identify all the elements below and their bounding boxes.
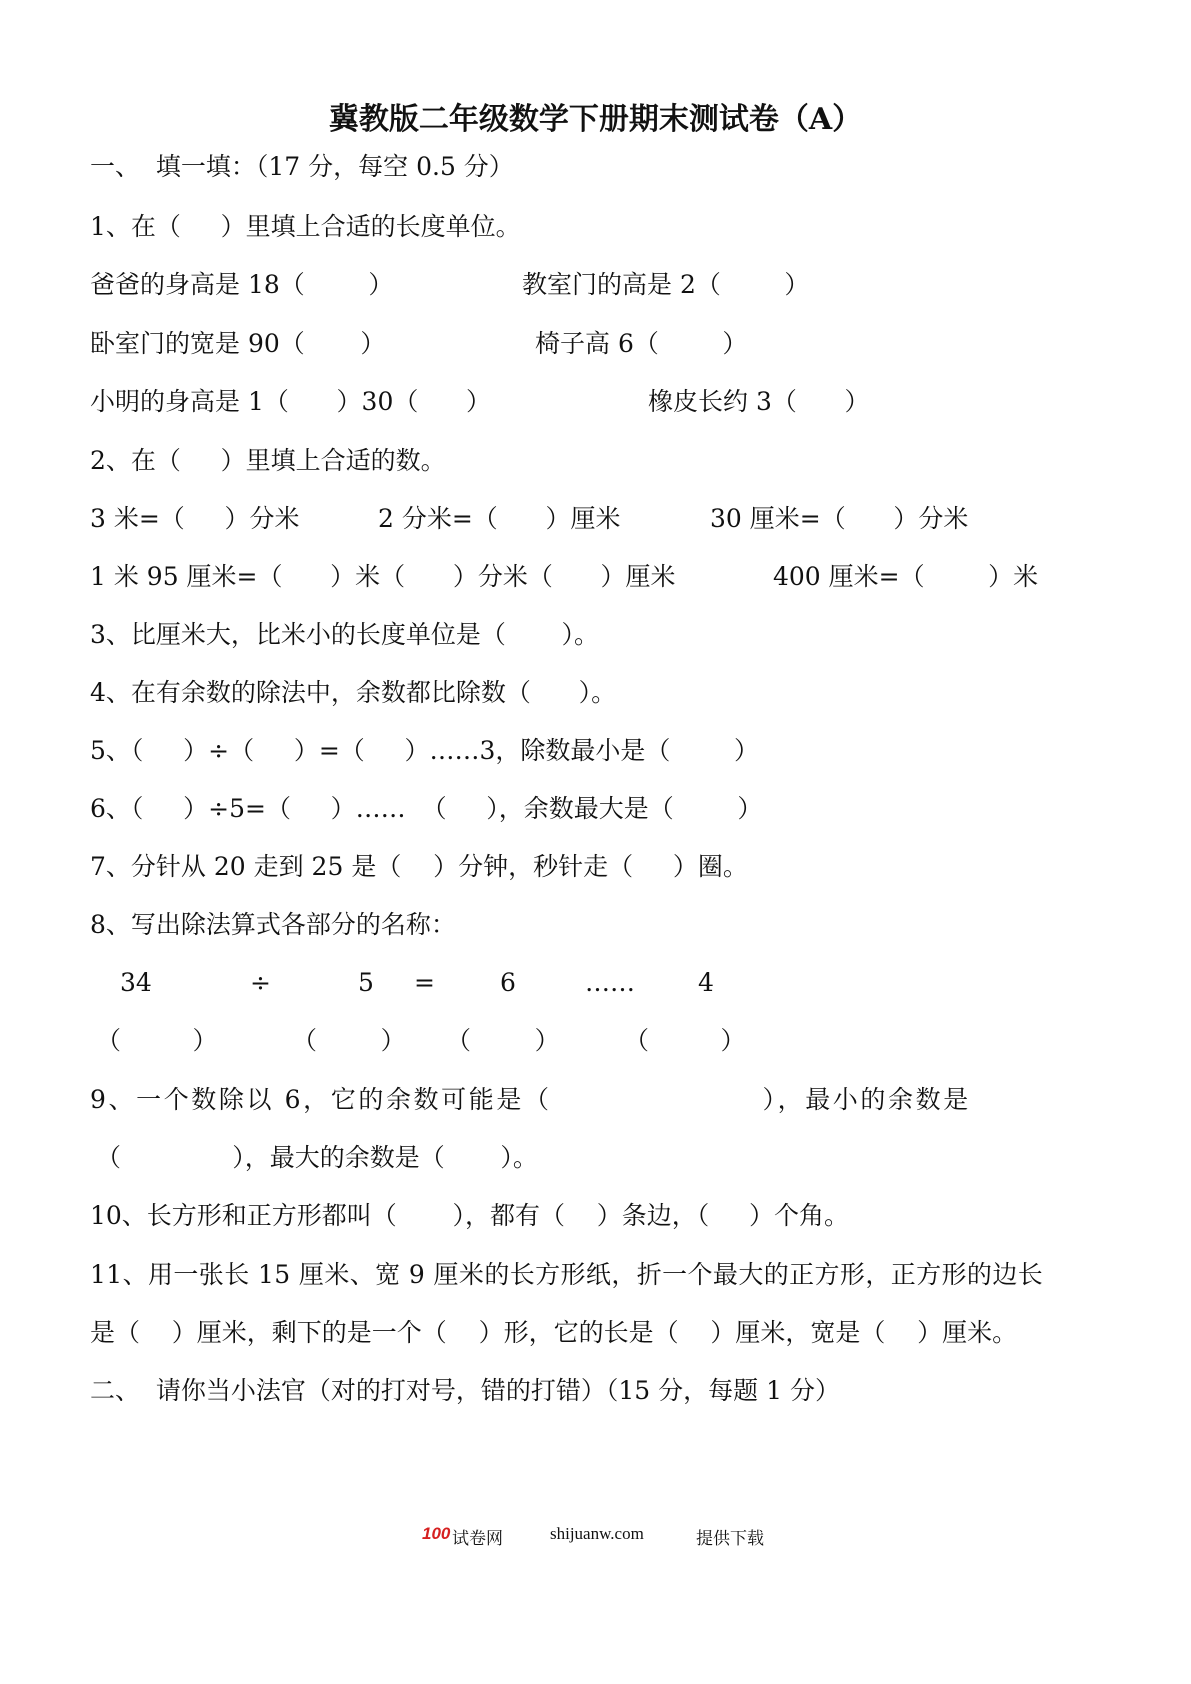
question-2: 2、在（ ）里填上合适的数。: [90, 446, 446, 475]
q2-item-meter-decimeter: 3 米=（ ）分米: [90, 504, 300, 533]
question-4: 4、在有余数的除法中，余数都比除数（ ）。: [90, 678, 617, 707]
question-1: 1、在（ ）里填上合适的长度单位。: [90, 212, 521, 241]
footer-logo-text: 试卷网: [452, 1529, 503, 1548]
division-divisor: 5: [358, 968, 374, 997]
question-7: 7、分针从 20 走到 25 是（ ）分钟，秒针走（ ）圈。: [90, 852, 748, 881]
division-remainder: 4: [698, 968, 714, 997]
question-9-line-2: （ ），最大的余数是（ ）。: [96, 1143, 538, 1172]
question-11-line-1: 11、用一张长 15 厘米、宽 9 厘米的长方形纸，折一个最大的正方形，正方形的边长: [90, 1260, 1044, 1289]
q2-item-centimeter-decimeter: 30 厘米=（ ）分米: [710, 504, 969, 533]
q1-item-chair-height: 椅子高 6（ ）: [535, 329, 748, 358]
name-blank-dividend: （ ）: [96, 1026, 218, 1055]
footer-logo-number: 100: [422, 1524, 451, 1543]
q2-item-centimeter-meter: 400 厘米=（ ）米: [773, 562, 1039, 591]
page-title: 冀教版二年级数学下册期末测试卷（A）: [328, 102, 863, 137]
name-blank-remainder: （ ）: [624, 1026, 746, 1055]
division-quotient: 6: [500, 968, 516, 997]
division-ellipsis: ……: [585, 968, 635, 997]
question-6: 6、（ ）÷5=（ ）…… （ ），余数最大是（ ）: [90, 794, 763, 823]
question-10: 10、长方形和正方形都叫（ ），都有（ ）条边，（ ）个角。: [90, 1201, 849, 1230]
footer-site-link[interactable]: shijuanw.com: [550, 1524, 644, 1543]
q1-item-door-width: 卧室门的宽是 90（ ）: [90, 329, 386, 358]
q1-item-dad-height: 爸爸的身高是 18（ ）: [90, 270, 394, 299]
name-blank-quotient: （ ）: [446, 1026, 560, 1055]
q2-item-mixed-units: 1 米 95 厘米=（ ）米（ ）分米（ ）厘米: [90, 562, 676, 591]
q1-item-eraser-length: 橡皮长约 3（ ）: [648, 387, 870, 416]
division-dividend: 34: [120, 968, 152, 997]
q1-item-door-height: 教室门的高是 2（ ）: [522, 270, 810, 299]
name-blank-divisor: （ ）: [292, 1026, 406, 1055]
section-1-heading: 一、 填一填：（17 分，每空 0.5 分）: [90, 152, 514, 181]
footer-note: 提供下载: [696, 1529, 764, 1548]
question-3: 3、比厘米大，比米小的长度单位是（ ）。: [90, 620, 600, 649]
question-9-line-1: 9、一个数除以 6，它的余数可能是（ ），最小的余数是: [90, 1085, 971, 1114]
question-8: 8、写出除法算式各部分的名称：: [90, 910, 456, 939]
division-equals: =: [414, 968, 435, 997]
question-11-line-2: 是（ ）厘米，剩下的是一个（ ）形，它的长是（ ）厘米，宽是（ ）厘米。: [90, 1318, 1018, 1347]
q2-item-decimeter-centimeter: 2 分米=（ ）厘米: [378, 504, 621, 533]
question-5: 5、（ ）÷（ ）=（ ）……3，除数最小是（ ）: [90, 736, 759, 765]
section-2-heading: 二、 请你当小法官（对的打对号，错的打错）（15 分，每题 1 分）: [90, 1376, 840, 1405]
division-sign: ÷: [250, 968, 271, 997]
q1-item-xiaoming-height: 小明的身高是 1（ ）30（ ）: [90, 387, 492, 416]
